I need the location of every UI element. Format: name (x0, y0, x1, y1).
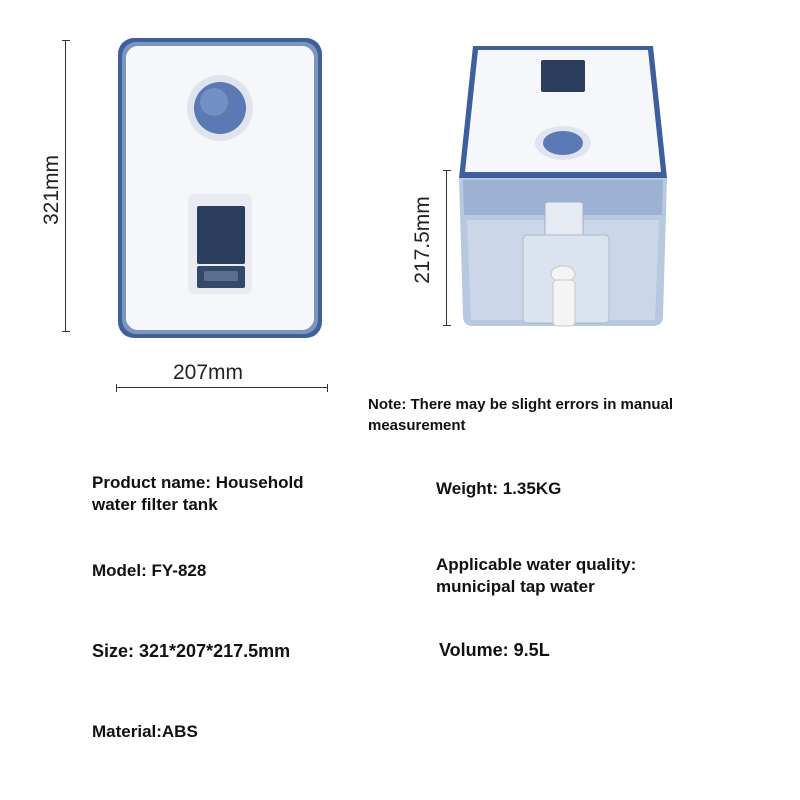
spec-material: Material:ABS (92, 722, 198, 741)
spec-water-quality: Applicable water quality: municipal tap water (436, 555, 637, 596)
spec-model: Model: FY-828 (92, 561, 207, 580)
spec-size: Size: 321*207*217.5mm (92, 641, 291, 661)
depth-dimension-label: 217.5mm (411, 196, 434, 284)
spec-weight: Weight: 1.35KG (436, 479, 562, 498)
measurement-note: Note: There may be slight errors in manual measurement (368, 396, 674, 434)
depth-dimension-line (443, 170, 451, 326)
width-dimension-label: 207mm (173, 361, 244, 384)
height-dimension-label: 321mm (40, 154, 63, 226)
tank-side-view-image (455, 40, 671, 330)
spec-volume: Volume: 9.5L (439, 640, 550, 660)
width-dimension-line (116, 384, 328, 392)
tank-top-view-image (116, 36, 324, 340)
spec-product-name: Product name: Household water filter tank (92, 473, 304, 514)
